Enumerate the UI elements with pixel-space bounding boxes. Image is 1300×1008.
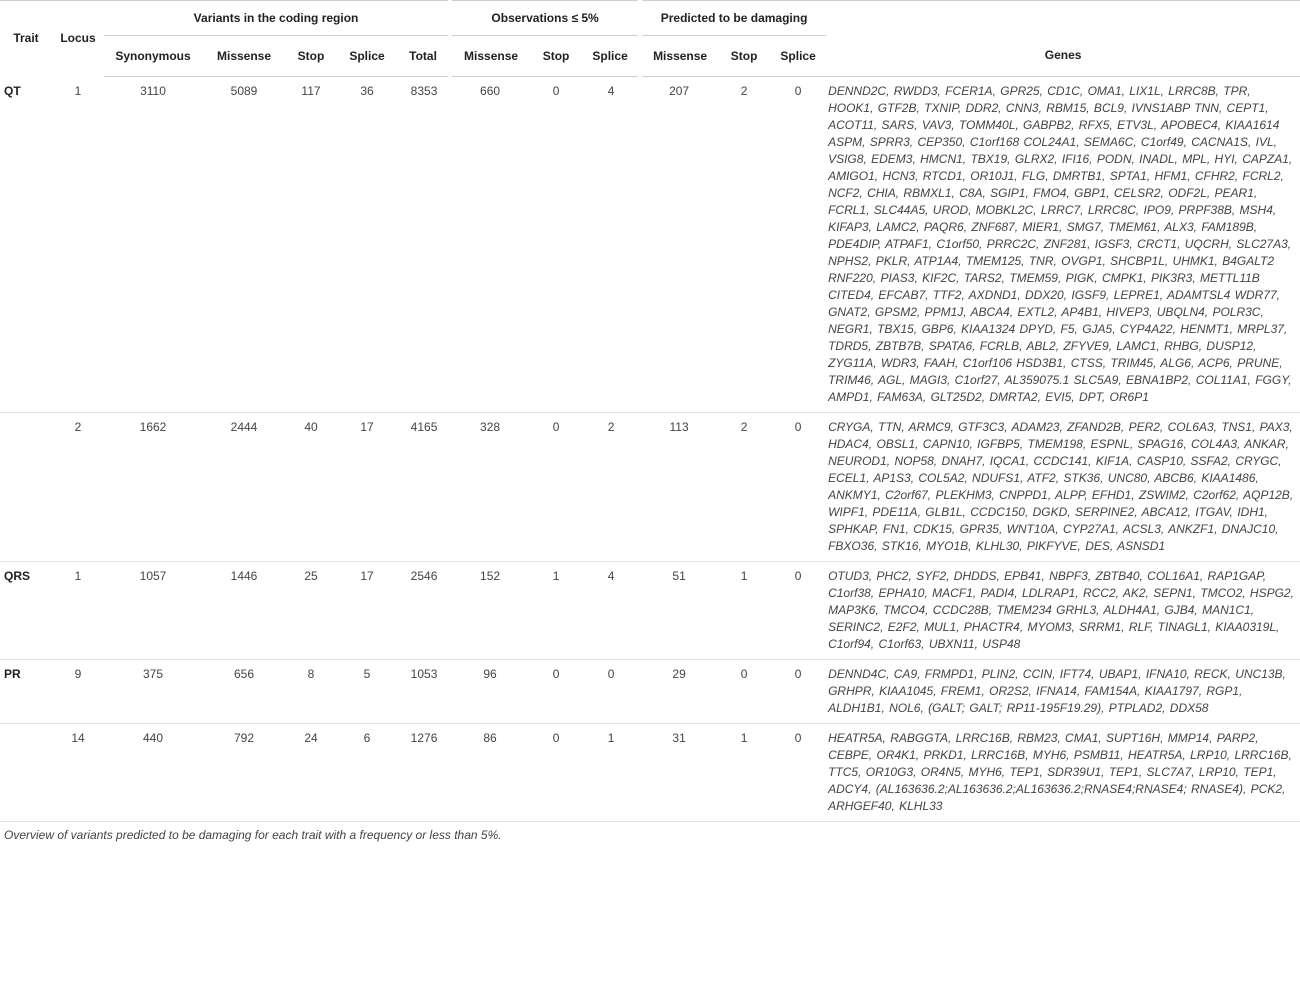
cell-pred-splice: 0 (770, 724, 826, 822)
cell-pred-splice: 0 (770, 413, 826, 562)
header-empty (826, 1, 1300, 36)
cell-splice: 5 (336, 660, 398, 724)
cell-pred-stop: 2 (718, 77, 770, 413)
cell-obs-missense: 152 (450, 562, 530, 660)
cell-obs-stop: 0 (530, 724, 582, 822)
header-row-columns (0, 36, 1300, 77)
cell-stop: 25 (286, 562, 336, 660)
cell-synonymous: 1662 (104, 413, 202, 562)
header-obs-splice: Splice (582, 36, 640, 77)
cell-pred-missense: 29 (640, 660, 718, 724)
table-row (0, 77, 1300, 413)
header-obs-stop: Stop (530, 36, 582, 77)
header-group-observations: Observations ≤ 5% (450, 1, 640, 36)
cell-stop: 8 (286, 660, 336, 724)
header-row-groups (0, 1, 1300, 36)
cell-splice: 17 (336, 562, 398, 660)
cell-pred-stop: 1 (718, 724, 770, 822)
cell-missense: 5089 (202, 77, 286, 413)
cell-obs-stop: 0 (530, 77, 582, 413)
cell-locus: 9 (52, 660, 104, 724)
cell-pred-splice: 0 (770, 77, 826, 413)
cell-locus: 14 (52, 724, 104, 822)
cell-stop: 117 (286, 77, 336, 413)
cell-trait (0, 413, 52, 562)
cell-pred-stop: 1 (718, 562, 770, 660)
cell-trait: PR (0, 660, 52, 724)
cell-pred-stop: 0 (718, 660, 770, 724)
cell-locus: 1 (52, 562, 104, 660)
header-splice: Splice (336, 36, 398, 77)
header-missense: Missense (202, 36, 286, 77)
cell-synonymous: 3110 (104, 77, 202, 413)
cell-trait (0, 724, 52, 822)
header-genes: Genes (826, 36, 1300, 77)
cell-total: 2546 (398, 562, 450, 660)
cell-missense: 2444 (202, 413, 286, 562)
cell-pred-missense: 207 (640, 77, 718, 413)
cell-obs-stop: 1 (530, 562, 582, 660)
cell-pred-missense: 51 (640, 562, 718, 660)
cell-obs-splice: 2 (582, 413, 640, 562)
cell-obs-stop: 0 (530, 413, 582, 562)
cell-genes: CRYGA, TTN, ARMC9, GTF3C3, ADAM23, ZFAND2B, PER2, COL6A3, TNS1, PAX3, HDAC4, OBSL1, CAPN10, IGFBP5, TMEM198, ESPNL, SPAG16, COL4A3, ANKAR, NEUROD1, NOP58, DNAH7, IQCA1, CCDC141, KIF1A, CASP10, SSFA2, CRYGC, ECEL1, AP1S3, COL5A2, NDUFS1, ATF2, STK36, UNC80, ABCB6, KIAA1486, ANKMY1, C2orf67, PLEKHM3, CNPPD1, ALPP, EFHD1, ZSWIM2, C2orf62, AQP12B, WIPF1, PDE11A, GLB1L, CCDC150, DGKD, SERPINE2, ABCA12, ITGAV, IDH1, SPHKAP, FN1, CDK15, GPR35, WNT10A, CYP27A1, ACSL3, ANKZF1, DNAJC10, FBXO36, STK16, MYO1B, KLHL30, PIKFYVE, DES, ASNSD1 (826, 413, 1300, 562)
table-row (0, 413, 1300, 562)
cell-pred-splice: 0 (770, 660, 826, 724)
cell-obs-splice: 4 (582, 77, 640, 413)
cell-obs-splice: 1 (582, 724, 640, 822)
cell-missense: 1446 (202, 562, 286, 660)
cell-pred-splice: 0 (770, 562, 826, 660)
cell-genes: DENND2C, RWDD3, FCER1A, GPR25, CD1C, OMA1, LIX1L, LRRC8B, TPR, HOOK1, GTF2B, TXNIP, DDR2, CNN3, RBM15, BCL9, IVNS1ABP TNN, CEPT1, ACOT11, SARS, VAV3, TOMM40L, GABPB2, RFX5, ETV3L, APOBEC4, KIAA1614 ASPM, SPRR3, CEP350, C1orf168 COL24A1, SEMA6C, C1orf49, CACNA1S, IVL, VSIG8, EDEM3, HMCN1, TBX19, GLRX2, IFI16, PODN, INADL, MPL, HYI, CAPZA1, AMIGO1, HCN3, RTCD1, OR10J1, FLG, DMRTB1, SPTA1, HFM1, CFHR2, FCRL2, NCF2, CHIA, RBMXL1, C8A, SGIP1, FMO4, GBP1, CELSR2, ODF2L, PEAR1, FCRL1, SLC44A5, UROD, MOBKL2C, LRRC7, LRRC8C, IPO9, PRPF38B, MSH4, KIFAP3, LAMC2, PAQR6, ZNF687, MIER1, SMG7, TMEM61, ALX3, FAM189B, PDE4DIP, ATPAF1, C1orf50, PRRC2C, ZNF281, IGSF3, CRCT1, UQCRH, SLC27A3, NPHS2, PKLR, ATP1A4, TMEM125, TNR, OVGP1, SHCBP1L, UHMK1, B4GALT2 RNF220, PIAS3, KIF2C, TARS2, TMEM59, PIGK, CMPK1, PIK3R3, METTL11B CITED4, EFCAB7, TTF2, AXDND1, DDX20, IGSF9, LEPRE1, ADAMTSL4 WDR77, GNAT2, GPSM2, PPM1J, ABCA4, EXTL2, AP4B1, HIVEP3, UBQLN4, POLR3C, NEGR1, TBX15, GBP6, KIAA1324 DPYD, F5, GJA5, CYP4A22, HENMT1, MRPL37, TDRD5, ZBTB7B, SPATA6, FCRLB, ABL2, ZFYVE9, LAMC1, RHBG, DUSP12, ZYG11A, WDR3, FAAH, C1orf106 HSD3B1, CTSS, TRIM45, ALG6, ACP6, PRUNE, TRIM46, AGL, MAGI3, C1orf27, AL359075.1 SLC5A9, EBNA1BP2, COL11A1, FGGY, AMPD1, FAM63A, GLT25D2, DMRTA2, EVI5, DPT, OR6P1 (826, 77, 1300, 413)
table-row (0, 660, 1300, 724)
cell-splice: 17 (336, 413, 398, 562)
cell-obs-missense: 96 (450, 660, 530, 724)
cell-obs-missense: 328 (450, 413, 530, 562)
cell-genes: HEATR5A, RABGGTA, LRRC16B, RBM23, CMA1, SUPT16H, MMP14, PARP2, CEBPE, OR4K1, PRKD1, LRRC16B, MYH6, PSMB11, HEATR5A, LRP10, LRRC16B, TTC5, OR10G3, OR4N5, MYH6, TEP1, SDR39U1, TEP1, SLC7A7, LRP10, TEP1, ADCY4, (AL163636.2;AL163636.2;AL163636.2;RNASE4;RNASE4; RNASE4), PCK2, ARHGEF40, KLHL33 (826, 724, 1300, 822)
cell-pred-missense: 113 (640, 413, 718, 562)
cell-total: 8353 (398, 77, 450, 413)
table-row (0, 724, 1300, 822)
cell-obs-splice: 4 (582, 562, 640, 660)
cell-splice: 6 (336, 724, 398, 822)
header-stop: Stop (286, 36, 336, 77)
cell-locus: 2 (52, 413, 104, 562)
cell-stop: 40 (286, 413, 336, 562)
cell-missense: 656 (202, 660, 286, 724)
cell-pred-missense: 31 (640, 724, 718, 822)
cell-locus: 1 (52, 77, 104, 413)
header-group-predicted: Predicted to be damaging (640, 1, 826, 36)
cell-missense: 792 (202, 724, 286, 822)
header-pred-missense: Missense (640, 36, 718, 77)
cell-total: 1276 (398, 724, 450, 822)
cell-synonymous: 440 (104, 724, 202, 822)
cell-genes: DENND4C, CA9, FRMPD1, PLIN2, CCIN, IFT74, UBAP1, IFNA10, RECK, UNC13B, GRHPR, KIAA1045, FREM1, OR2S2, IFNA14, FAM154A, KIAA1797, RGP1, ALDH1B1, NOL6, (GALT; GALT; RP11-195F19.29), PTPLAD2, DDX58 (826, 660, 1300, 724)
header-obs-missense: Missense (450, 36, 530, 77)
cell-splice: 36 (336, 77, 398, 413)
cell-synonymous: 375 (104, 660, 202, 724)
cell-stop: 24 (286, 724, 336, 822)
cell-pred-stop: 2 (718, 413, 770, 562)
header-pred-stop: Stop (718, 36, 770, 77)
header-total: Total (398, 36, 450, 77)
header-group-variants: Variants in the coding region (104, 1, 450, 36)
cell-obs-splice: 0 (582, 660, 640, 724)
cell-trait: QT (0, 77, 52, 413)
header-trait: Trait (0, 1, 52, 77)
cell-total: 1053 (398, 660, 450, 724)
header-pred-splice: Splice (770, 36, 826, 77)
cell-obs-missense: 660 (450, 77, 530, 413)
header-synonymous: Synonymous (104, 36, 202, 77)
table-caption: Overview of variants predicted to be damaging for each trait with a frequency or less than 5%. (4, 828, 502, 842)
table-row (0, 562, 1300, 660)
cell-obs-stop: 0 (530, 660, 582, 724)
cell-synonymous: 1057 (104, 562, 202, 660)
header-locus: Locus (52, 1, 104, 77)
cell-obs-missense: 86 (450, 724, 530, 822)
cell-genes: OTUD3, PHC2, SYF2, DHDDS, EPB41, NBPF3, ZBTB40, COL16A1, RAP1GAP, C1orf38, EPHA10, MACF1, PADI4, LDLRAP1, RCC2, AK2, SEPN1, TMCO2, HSPG2, MAP3K6, TMCO4, CCDC28B, TMEM234 GRHL3, ALDH4A1, GJB4, MAN1C1, SERINC2, E2F2, MUL1, PHACTR4, MYOM3, SRRM1, RLF, TINAGL1, KIAA0319L, C1orf94, C1orf63, UBXN11, USP48 (826, 562, 1300, 660)
cell-total: 4165 (398, 413, 450, 562)
cell-trait: QRS (0, 562, 52, 660)
